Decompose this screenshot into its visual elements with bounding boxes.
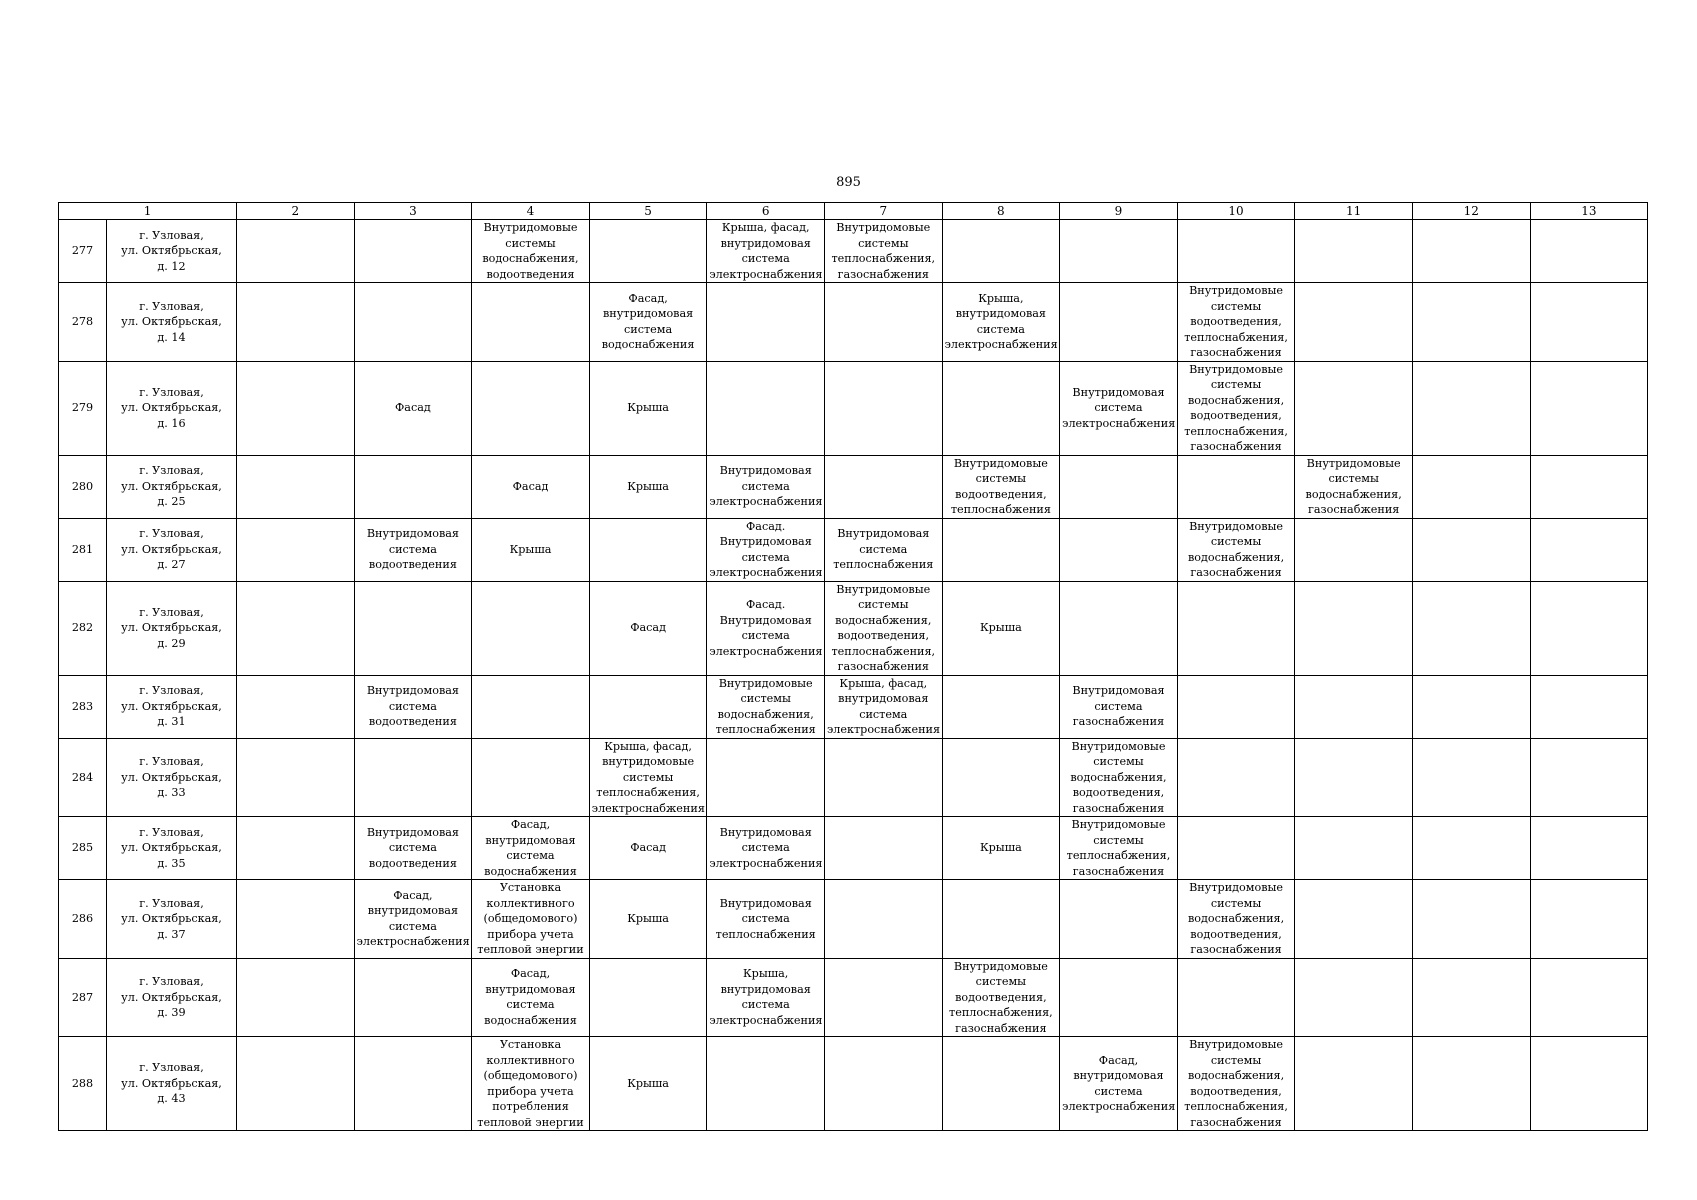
row-number-cell: 278 (59, 283, 107, 362)
work-cell-col-11 (1295, 361, 1413, 455)
table-row (59, 880, 1648, 959)
work-cell-col-13 (1530, 958, 1648, 1037)
work-cell-col-10: Внутридомовые системы водоснабжения, водоотведения, теплоснабжения, газоснабжения (1177, 361, 1295, 455)
work-cell-col-3 (354, 283, 472, 362)
work-cell-col-5: Крыша (589, 880, 707, 959)
work-cell-col-10 (1177, 675, 1295, 738)
work-cell-col-7 (824, 817, 942, 880)
work-cell-col-3 (354, 738, 472, 817)
work-cell-col-11 (1295, 1037, 1413, 1131)
work-cell-col-3: Внутридомовая система водоотведения (354, 518, 472, 581)
work-cell-col-12 (1412, 880, 1530, 959)
work-cell-col-3: Фасад, внутридомовая система электроснабжения (354, 880, 472, 959)
work-cell-col-13 (1530, 361, 1648, 455)
page-number: 895 (836, 175, 861, 190)
work-cell-col-6: Внутридомовая система электроснабжения (707, 817, 825, 880)
address-cell: г. Узловая, ул. Октябрьская, д. 14 (107, 283, 237, 362)
work-cell-col-3 (354, 220, 472, 283)
work-cell-col-3: Фасад (354, 361, 472, 455)
work-cell-col-3 (354, 581, 472, 675)
work-cell-col-11 (1295, 220, 1413, 283)
work-cell-col-11 (1295, 581, 1413, 675)
address-cell: г. Узловая, ул. Октябрьская, д. 35 (107, 817, 237, 880)
work-cell-col-3: Внутридомовая система водоотведения (354, 817, 472, 880)
work-cell-col-8: Внутридомовые системы водоотведения, теплоснабжения (942, 455, 1060, 518)
row-number-cell: 286 (59, 880, 107, 959)
work-cell-col-2 (237, 817, 355, 880)
work-cell-col-4 (472, 361, 590, 455)
work-cell-col-4: Установка коллективного (общедомового) прибора учета потребления тепловой энергии (472, 1037, 590, 1131)
work-cell-col-13 (1530, 220, 1648, 283)
column-header-10: 10 (1177, 203, 1295, 220)
work-cell-col-8: Крыша (942, 817, 1060, 880)
column-header-13: 13 (1530, 203, 1648, 220)
work-cell-col-7: Крыша, фасад, внутридомовая система электроснабжения (824, 675, 942, 738)
work-cell-col-7: Внутридомовые системы водоснабжения, водоотведения, теплоснабжения, газоснабжения (824, 581, 942, 675)
work-cell-col-7 (824, 880, 942, 959)
column-header-7: 7 (824, 203, 942, 220)
work-cell-col-10: Внутридомовые системы водоснабжения, газоснабжения (1177, 518, 1295, 581)
work-cell-col-9 (1060, 518, 1178, 581)
table-row (59, 581, 1648, 675)
work-cell-col-10 (1177, 958, 1295, 1037)
work-cell-col-10 (1177, 455, 1295, 518)
work-cell-col-5: Фасад (589, 817, 707, 880)
work-cell-col-7 (824, 361, 942, 455)
work-cell-col-6: Фасад. Внутридомовая система электроснабжения (707, 581, 825, 675)
work-cell-col-12 (1412, 361, 1530, 455)
work-cell-col-2 (237, 738, 355, 817)
work-cell-col-7 (824, 283, 942, 362)
address-cell: г. Узловая, ул. Октябрьская, д. 16 (107, 361, 237, 455)
work-cell-col-13 (1530, 675, 1648, 738)
column-header-9: 9 (1060, 203, 1178, 220)
row-number-cell: 285 (59, 817, 107, 880)
work-cell-col-9 (1060, 283, 1178, 362)
work-cell-col-13 (1530, 581, 1648, 675)
row-number-cell: 277 (59, 220, 107, 283)
work-cell-col-6: Внутридомовая система теплоснабжения (707, 880, 825, 959)
address-cell: г. Узловая, ул. Октябрьская, д. 25 (107, 455, 237, 518)
row-number-cell: 284 (59, 738, 107, 817)
table-row (59, 817, 1648, 880)
work-cell-col-12 (1412, 455, 1530, 518)
work-cell-col-2 (237, 283, 355, 362)
column-header-1: 1 (59, 203, 237, 220)
work-cell-col-6: Фасад. Внутридомовая система электроснабжения (707, 518, 825, 581)
work-cell-col-6: Внутридомовые системы водоснабжения, теплоснабжения (707, 675, 825, 738)
work-cell-col-10: Внутридомовые системы водоснабжения, водоотведения, газоснабжения (1177, 880, 1295, 959)
work-cell-col-9: Внутридомовые системы водоснабжения, водоотведения, газоснабжения (1060, 738, 1178, 817)
work-cell-col-5: Крыша (589, 1037, 707, 1131)
table-body (59, 220, 1648, 1131)
work-cell-col-5 (589, 958, 707, 1037)
column-header-4: 4 (472, 203, 590, 220)
table-row (59, 455, 1648, 518)
work-cell-col-12 (1412, 1037, 1530, 1131)
work-cell-col-3 (354, 1037, 472, 1131)
work-cell-col-4 (472, 738, 590, 817)
work-cell-col-6: Крыша, внутридомовая система электроснабжения (707, 958, 825, 1037)
work-cell-col-8: Крыша, внутридомовая система электроснабжения (942, 283, 1060, 362)
work-cell-col-8 (942, 220, 1060, 283)
address-cell: г. Узловая, ул. Октябрьская, д. 29 (107, 581, 237, 675)
work-cell-col-12 (1412, 817, 1530, 880)
work-cell-col-10 (1177, 817, 1295, 880)
table-row (59, 958, 1648, 1037)
work-cell-col-5 (589, 518, 707, 581)
row-number-cell: 288 (59, 1037, 107, 1131)
work-cell-col-9: Фасад, внутридомовая система электроснабжения (1060, 1037, 1178, 1131)
work-cell-col-2 (237, 220, 355, 283)
work-cell-col-10 (1177, 220, 1295, 283)
work-cell-col-4: Крыша (472, 518, 590, 581)
work-cell-col-4 (472, 283, 590, 362)
work-cell-col-4: Фасад (472, 455, 590, 518)
work-cell-col-13 (1530, 880, 1648, 959)
work-cell-col-11 (1295, 675, 1413, 738)
address-cell: г. Узловая, ул. Октябрьская, д. 31 (107, 675, 237, 738)
row-number-cell: 282 (59, 581, 107, 675)
address-cell: г. Узловая, ул. Октябрьская, д. 33 (107, 738, 237, 817)
table-row (59, 361, 1648, 455)
table-row (59, 1037, 1648, 1131)
work-cell-col-11 (1295, 880, 1413, 959)
work-cell-col-4 (472, 675, 590, 738)
work-cell-col-5: Фасад (589, 581, 707, 675)
work-cell-col-10: Внутридомовые системы водоотведения, теплоснабжения, газоснабжения (1177, 283, 1295, 362)
work-cell-col-6: Крыша, фасад, внутридомовая система электроснабжения (707, 220, 825, 283)
address-cell: г. Узловая, ул. Октябрьская, д. 43 (107, 1037, 237, 1131)
work-cell-col-8 (942, 738, 1060, 817)
column-header-8: 8 (942, 203, 1060, 220)
work-cell-col-9: Внутридомовая система газоснабжения (1060, 675, 1178, 738)
work-cell-col-10 (1177, 581, 1295, 675)
work-cell-col-3: Внутридомовая система водоотведения (354, 675, 472, 738)
work-cell-col-13 (1530, 518, 1648, 581)
work-cell-col-7 (824, 1037, 942, 1131)
work-cell-col-10 (1177, 738, 1295, 817)
work-cell-col-9 (1060, 455, 1178, 518)
work-cell-col-4: Внутридомовые системы водоснабжения, водоотведения (472, 220, 590, 283)
address-cell: г. Узловая, ул. Октябрьская, д. 12 (107, 220, 237, 283)
work-cell-col-2 (237, 518, 355, 581)
work-cell-col-13 (1530, 1037, 1648, 1131)
work-cell-col-11 (1295, 283, 1413, 362)
work-cell-col-12 (1412, 220, 1530, 283)
column-header-11: 11 (1295, 203, 1413, 220)
work-cell-col-11 (1295, 817, 1413, 880)
work-cell-col-2 (237, 675, 355, 738)
work-cell-col-7 (824, 455, 942, 518)
work-cell-col-8 (942, 880, 1060, 959)
address-cell: г. Узловая, ул. Октябрьская, д. 37 (107, 880, 237, 959)
column-header-6: 6 (707, 203, 825, 220)
row-number-cell: 279 (59, 361, 107, 455)
row-number-cell: 280 (59, 455, 107, 518)
row-number-cell: 283 (59, 675, 107, 738)
work-cell-col-12 (1412, 581, 1530, 675)
work-cell-col-13 (1530, 283, 1648, 362)
work-cell-col-9 (1060, 581, 1178, 675)
work-cell-col-4 (472, 581, 590, 675)
work-cell-col-12 (1412, 738, 1530, 817)
work-cell-col-9 (1060, 220, 1178, 283)
table-row (59, 675, 1648, 738)
work-cell-col-9 (1060, 958, 1178, 1037)
work-cell-col-8 (942, 1037, 1060, 1131)
column-header-5: 5 (589, 203, 707, 220)
work-cell-col-12 (1412, 518, 1530, 581)
work-cell-col-7: Внутридомовая система теплоснабжения (824, 518, 942, 581)
work-cell-col-8 (942, 361, 1060, 455)
work-cell-col-6 (707, 361, 825, 455)
work-cell-col-2 (237, 1037, 355, 1131)
work-cell-col-13 (1530, 817, 1648, 880)
work-cell-col-3 (354, 455, 472, 518)
work-cell-col-9: Внутридомовые системы теплоснабжения, газоснабжения (1060, 817, 1178, 880)
repair-schedule-table (58, 202, 1648, 1131)
work-cell-col-2 (237, 361, 355, 455)
work-cell-col-5: Крыша (589, 455, 707, 518)
work-cell-col-9: Внутридомовая система электроснабжения (1060, 361, 1178, 455)
work-cell-col-5 (589, 220, 707, 283)
work-cell-col-9 (1060, 880, 1178, 959)
work-cell-col-8: Внутридомовые системы водоотведения, теплоснабжения, газоснабжения (942, 958, 1060, 1037)
row-number-cell: 287 (59, 958, 107, 1037)
work-cell-col-12 (1412, 675, 1530, 738)
work-cell-col-2 (237, 455, 355, 518)
work-cell-col-11: Внутридомовые системы водоснабжения, газоснабжения (1295, 455, 1413, 518)
work-cell-col-4: Фасад, внутридомовая система водоснабжения (472, 817, 590, 880)
work-cell-col-7 (824, 958, 942, 1037)
work-cell-col-13 (1530, 455, 1648, 518)
work-cell-col-11 (1295, 518, 1413, 581)
work-cell-col-8 (942, 518, 1060, 581)
work-cell-col-11 (1295, 958, 1413, 1037)
work-cell-col-6 (707, 1037, 825, 1131)
table-row (59, 283, 1648, 362)
column-number-header-row (59, 203, 1648, 220)
work-cell-col-5: Фасад, внутридомовая система водоснабжения (589, 283, 707, 362)
work-cell-col-6 (707, 283, 825, 362)
work-cell-col-12 (1412, 283, 1530, 362)
table-row (59, 518, 1648, 581)
work-cell-col-2 (237, 880, 355, 959)
work-cell-col-10: Внутридомовые системы водоснабжения, водоотведения, теплоснабжения, газоснабжения (1177, 1037, 1295, 1131)
work-cell-col-2 (237, 958, 355, 1037)
table-row (59, 738, 1648, 817)
table-row (59, 220, 1648, 283)
work-cell-col-6: Внутридомовая система электроснабжения (707, 455, 825, 518)
work-cell-col-12 (1412, 958, 1530, 1037)
work-cell-col-7 (824, 738, 942, 817)
work-cell-col-4: Установка коллективного (общедомового) прибора учета тепловой энергии (472, 880, 590, 959)
column-header-2: 2 (237, 203, 355, 220)
work-cell-col-5 (589, 675, 707, 738)
address-cell: г. Узловая, ул. Октябрьская, д. 39 (107, 958, 237, 1037)
address-cell: г. Узловая, ул. Октябрьская, д. 27 (107, 518, 237, 581)
work-cell-col-2 (237, 581, 355, 675)
work-cell-col-6 (707, 738, 825, 817)
work-cell-col-5: Крыша, фасад, внутридомовые системы теплоснабжения, электроснабжения (589, 738, 707, 817)
work-cell-col-5: Крыша (589, 361, 707, 455)
work-cell-col-4: Фасад, внутридомовая система водоснабжения (472, 958, 590, 1037)
column-header-12: 12 (1412, 203, 1530, 220)
work-cell-col-3 (354, 958, 472, 1037)
row-number-cell: 281 (59, 518, 107, 581)
work-cell-col-11 (1295, 738, 1413, 817)
work-cell-col-13 (1530, 738, 1648, 817)
work-cell-col-7: Внутридомовые системы теплоснабжения, газоснабжения (824, 220, 942, 283)
work-cell-col-8 (942, 675, 1060, 738)
column-header-3: 3 (354, 203, 472, 220)
work-cell-col-8: Крыша (942, 581, 1060, 675)
